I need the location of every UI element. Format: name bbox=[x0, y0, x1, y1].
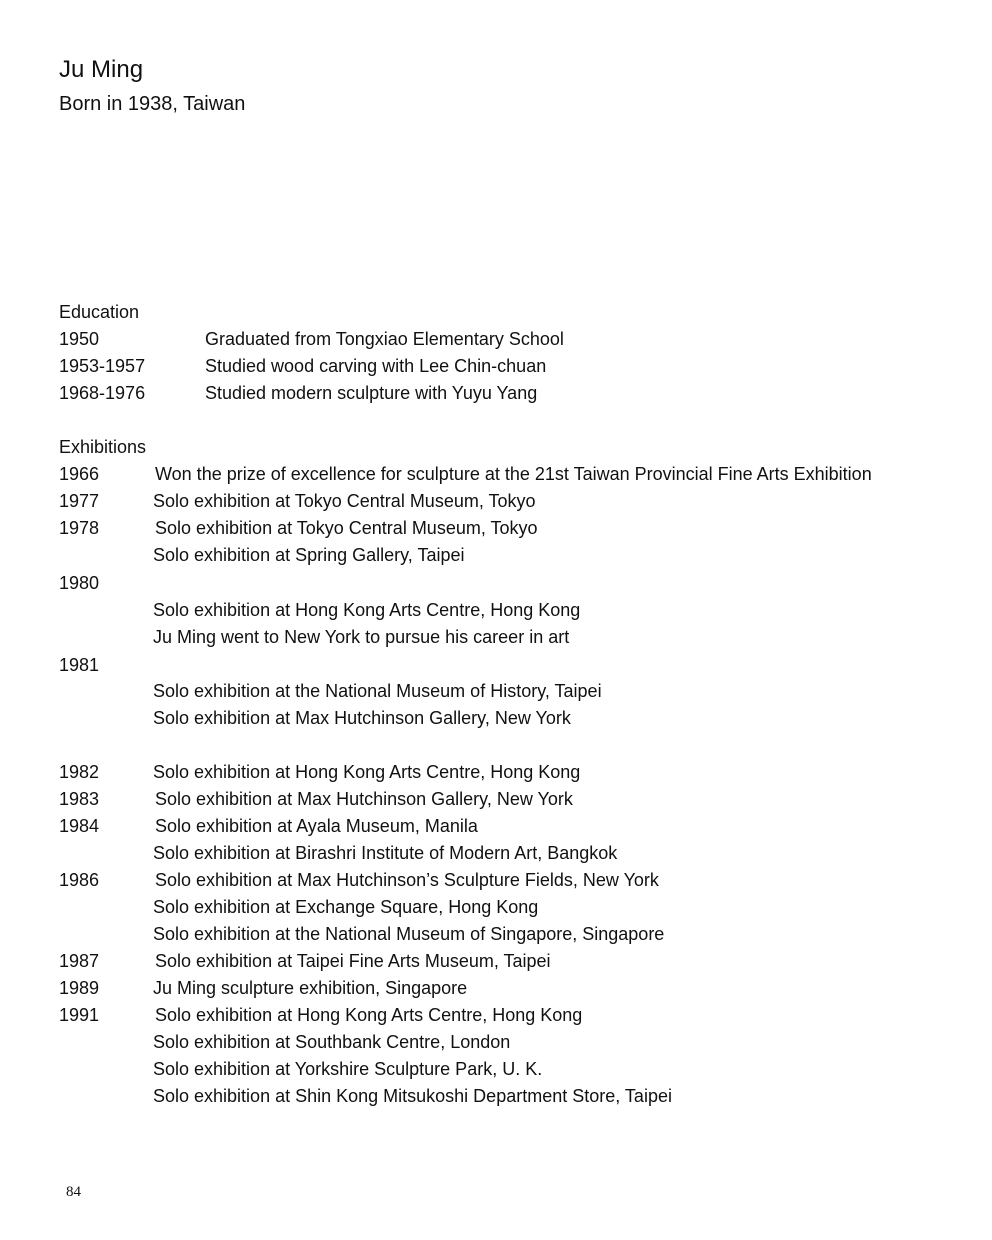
exhibition-text: Solo exhibition at Max Hutchinson Gallery, New York bbox=[153, 708, 571, 728]
exhibition-year: 1986 bbox=[59, 870, 100, 890]
education-text: Graduated from Tongxiao Elementary School bbox=[205, 329, 564, 349]
education-heading: Education bbox=[59, 302, 140, 322]
exhibition-year: 1989 bbox=[59, 978, 100, 998]
exhibition-text: Solo exhibition at Tokyo Central Museum, Tokyo bbox=[153, 491, 536, 511]
exhibition-year: 1991 bbox=[59, 1005, 100, 1025]
artist-name: Ju Ming bbox=[59, 56, 144, 83]
education-year: 1950 bbox=[59, 329, 100, 349]
exhibition-text: Solo exhibition at the National Museum of History, Taipei bbox=[153, 681, 602, 701]
exhibition-year: 1987 bbox=[59, 951, 100, 971]
exhibition-year: 1982 bbox=[59, 762, 100, 782]
exhibitions-heading: Exhibitions bbox=[59, 437, 147, 457]
exhibition-text: Solo exhibition at Ayala Museum, Manila bbox=[155, 816, 478, 836]
education-year: 1953-1957 bbox=[59, 356, 146, 376]
artist-born: Born in 1938, Taiwan bbox=[59, 93, 246, 115]
exhibition-text: Solo exhibition at Hong Kong Arts Centre, Hong Kong bbox=[155, 1005, 583, 1025]
exhibition-text: Solo exhibition at Shin Kong Mitsukoshi Department Store, Taipei bbox=[153, 1086, 672, 1106]
exhibition-text: Solo exhibition at Max Hutchinson Gallery, New York bbox=[155, 789, 573, 809]
exhibition-year: 1984 bbox=[59, 816, 100, 836]
education-text: Studied modern sculpture with Yuyu Yang bbox=[205, 383, 538, 403]
exhibition-text: Ju Ming sculpture exhibition, Singapore bbox=[153, 978, 468, 998]
exhibition-year: 1977 bbox=[59, 491, 100, 511]
exhibition-text: Solo exhibition at Max Hutchinson’s Sculpture Fields, New York bbox=[155, 870, 659, 890]
exhibition-text: Solo exhibition at Southbank Centre, London bbox=[153, 1032, 511, 1052]
exhibition-year: 1983 bbox=[59, 789, 100, 809]
exhibition-year: 1981 bbox=[59, 655, 100, 675]
page-number: 84 bbox=[66, 1184, 81, 1200]
exhibition-text: Solo exhibition at Yorkshire Sculpture Park, U. K. bbox=[153, 1059, 543, 1079]
exhibition-text: Solo exhibition at Spring Gallery, Taipei bbox=[153, 545, 465, 565]
exhibition-text: Solo exhibition at Hong Kong Arts Centre, Hong Kong bbox=[153, 762, 581, 782]
exhibition-year: 1966 bbox=[59, 464, 100, 484]
education-text: Studied wood carving with Lee Chin-chuan bbox=[205, 356, 547, 376]
exhibition-text: Solo exhibition at the National Museum of Singapore, Singapore bbox=[153, 924, 665, 944]
education-year: 1968-1976 bbox=[59, 383, 146, 403]
exhibition-year: 1978 bbox=[59, 518, 100, 538]
exhibition-text: Ju Ming went to New York to pursue his career in art bbox=[153, 627, 570, 647]
exhibition-text: Solo exhibition at Exchange Square, Hong Kong bbox=[153, 897, 539, 917]
exhibition-year: 1980 bbox=[59, 573, 100, 593]
exhibition-text: Solo exhibition at Tokyo Central Museum, Tokyo bbox=[155, 518, 538, 538]
exhibition-text: Won the prize of excellence for sculpture at the 21st Taiwan Provincial Fine Arts Exhibition bbox=[155, 464, 872, 484]
exhibition-text: Solo exhibition at Birashri Institute of Modern Art, Bangkok bbox=[153, 843, 618, 863]
exhibition-text: Solo exhibition at Hong Kong Arts Centre, Hong Kong bbox=[153, 600, 581, 620]
exhibition-text: Solo exhibition at Taipei Fine Arts Museum, Taipei bbox=[155, 951, 551, 971]
